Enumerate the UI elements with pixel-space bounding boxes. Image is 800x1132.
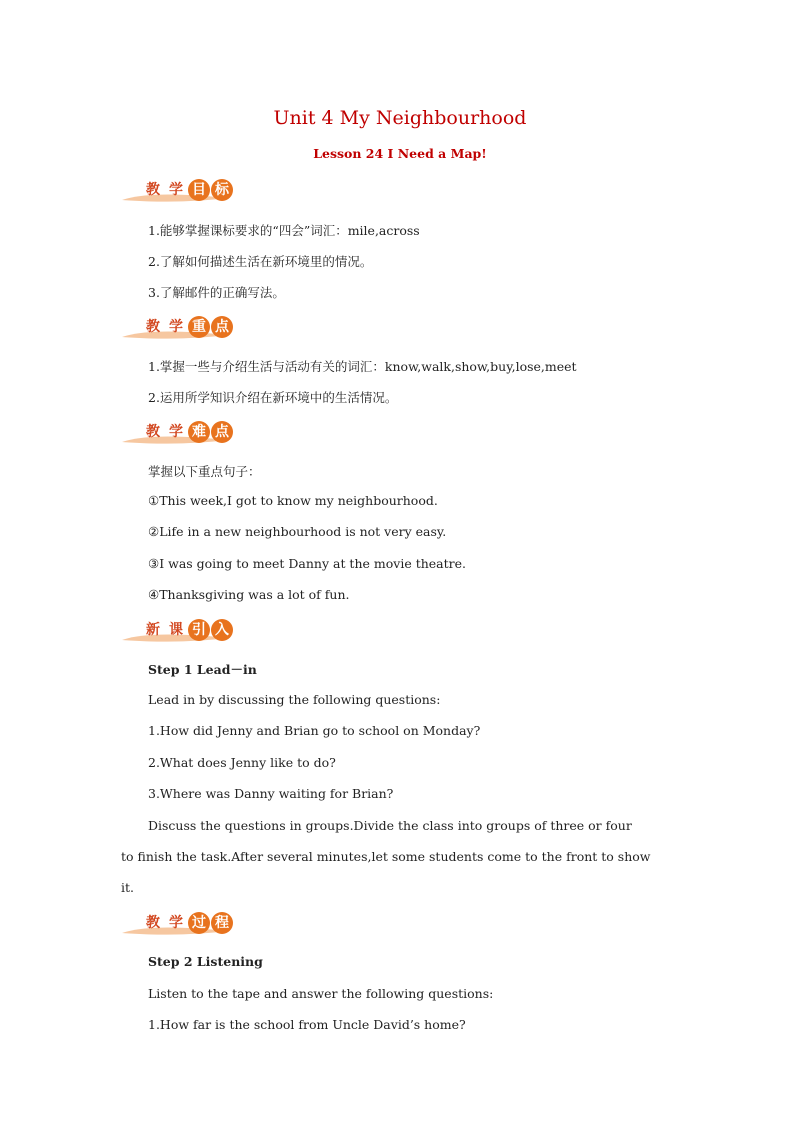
list-item: 3.了解邮件的正确写法。 bbox=[148, 285, 285, 300]
heading-char: 课 bbox=[169, 622, 183, 638]
lesson-subtitle: Lesson 24 I Need a Map! bbox=[313, 146, 487, 161]
list-item: ③I was going to meet Danny at the movie theatre. bbox=[148, 556, 466, 571]
paragraph-line: to finish the task.After several minutes,let some students come to the front to show bbox=[121, 849, 651, 864]
heading-char: 学 bbox=[169, 915, 183, 931]
list-item: ④Thanksgiving was a lot of fun. bbox=[148, 587, 350, 602]
list-item: 3.Where was Danny waiting for Brian? bbox=[148, 786, 394, 801]
section-heading-objectives bbox=[120, 178, 230, 206]
list-item: ①This week,I got to know my neighbourhood. bbox=[148, 493, 438, 508]
paragraph-line: Discuss the questions in groups.Divide the class into groups of three or four bbox=[148, 818, 632, 833]
list-item: 1.掌握一些与介绍生活与活动有关的词汇：know,walk,show,buy,lose,meet bbox=[148, 359, 577, 374]
list-item: 2.了解如何描述生活在新环境里的情况。 bbox=[148, 254, 373, 269]
heading-char: 程 bbox=[211, 912, 233, 934]
list-item: 2.运用所学知识介绍在新环境中的生活情况。 bbox=[148, 390, 398, 405]
section-intro: Listen to the tape and answer the following questions: bbox=[148, 986, 494, 1001]
heading-char: 引 bbox=[188, 619, 210, 641]
heading-char: 入 bbox=[211, 619, 233, 641]
step-heading: Step 1 Lead－in bbox=[148, 662, 257, 677]
page-title: Unit 4 My Neighbourhood bbox=[273, 107, 527, 129]
list-item: 2.What does Jenny like to do? bbox=[148, 755, 336, 770]
heading-char: 学 bbox=[169, 182, 183, 198]
list-item: 1.How far is the school from Uncle David’s home? bbox=[148, 1017, 466, 1032]
heading-char: 过 bbox=[188, 912, 210, 934]
paragraph-line: it. bbox=[121, 880, 134, 895]
section-intro: 掌握以下重点句子： bbox=[148, 464, 261, 479]
section-intro: Lead in by discussing the following questions: bbox=[148, 692, 441, 707]
heading-char: 新 bbox=[146, 622, 160, 638]
heading-char: 教 bbox=[146, 424, 160, 440]
section-heading-difficulties bbox=[120, 420, 230, 448]
heading-char: 目 bbox=[188, 179, 210, 201]
step-heading: Step 2 Listening bbox=[148, 954, 263, 969]
heading-char: 教 bbox=[146, 319, 160, 335]
heading-char: 重 bbox=[188, 316, 210, 338]
heading-char: 学 bbox=[169, 424, 183, 440]
heading-char: 难 bbox=[188, 421, 210, 443]
heading-char: 教 bbox=[146, 182, 160, 198]
heading-char: 点 bbox=[211, 316, 233, 338]
section-heading-key-points bbox=[120, 315, 230, 343]
list-item: 1.How did Jenny and Brian go to school on Monday? bbox=[148, 723, 481, 738]
section-heading-process bbox=[120, 911, 230, 939]
heading-char: 学 bbox=[169, 319, 183, 335]
heading-char: 标 bbox=[211, 179, 233, 201]
heading-char: 点 bbox=[211, 421, 233, 443]
list-item: ②Life in a new neighbourhood is not very easy. bbox=[148, 524, 447, 539]
heading-char: 教 bbox=[146, 915, 160, 931]
section-heading-lead-in bbox=[120, 618, 230, 646]
list-item: 1.能够掌握课标要求的“四会”词汇：mile,across bbox=[148, 223, 420, 238]
